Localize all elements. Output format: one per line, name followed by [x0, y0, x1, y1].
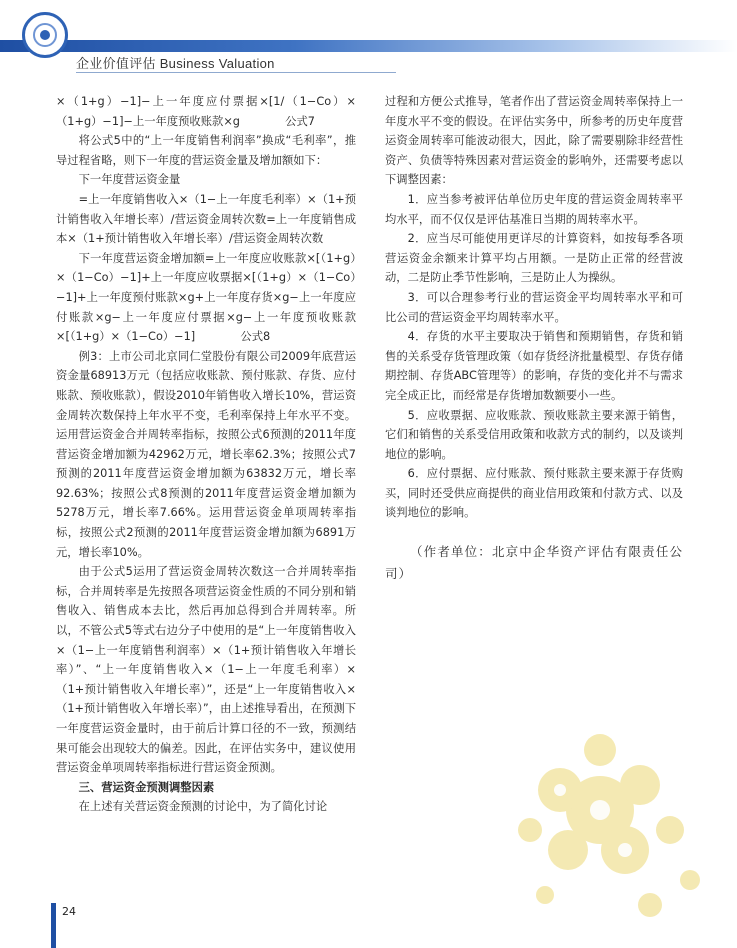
paragraph: 在上述有关营运资金预测的讨论中，为了简化讨论 — [78, 800, 328, 814]
paragraph: 由于公式5运用了营运资金周转次数这一合并周转率指标，合并周转率是先按照各项营运资金性质的不同分别和销售收入、销售成本去比，然后再加总得到合并周转率。所以，不管公式5等式右边分子中使用的是“上一年度销售收入×（1−上一年度销售利润率）×（1+预计销售收入年增长率）”、“上一年度销售收入×（1−上一年度毛利率）×（1+预计销售收入年增长率）”，还是“上一年度销售收入×（1+预计销售收入年增长率）”，由上述推导看出，在预测下一年度营运资金量时，由于前后计算口径的不一致，预测结果可能会出现较大的偏差。因此，在评估实务中，建议使用营运资金单项周转率指标进行营运资金预测。 — [56, 565, 356, 775]
list-item: 5．应收票据、应收账款、预收账款主要来源于销售，它们和销售的关系受信用政策和收款方式的制约，以及谈判地位的影响。 — [385, 408, 683, 461]
paragraph: 过程和方便公式推导，笔者作出了营运资金周转率保持上一年度水平不变的假设。在评估实务中，所参考的历史年度营运资金周转率可能波动很大，因此，除了需要剔除非经营性资产、负债等特殊因素对营运资金的影响外，还需要考虑以下调整因素： — [385, 95, 683, 187]
author-affiliation: （作者单位：北京中企华资产评估有限责任公司） — [385, 544, 683, 582]
list-item: 4．存货的水平主要取决于销售和预期销售，存货和销售的关系受存货管理政策（如存货经济批量模型、存货存储期控制、存货ABC管理等）的影响，存货的变化并不与需求完全成正比，而经常是存货增加数额要小一些。 — [385, 330, 683, 402]
header-rule — [76, 72, 396, 73]
paragraph: 下一年度营运资金量 — [78, 173, 181, 187]
paragraph: 将公式5中的“上一年度销售利润率”换成“毛利率”，推导过程省略，则下一年度的营运资金量及增加额如下： — [56, 134, 356, 167]
section-heading: 三、营运资金预测调整因素 — [78, 780, 215, 794]
formula-7-text: ×（1+g）−1]−上一年度应付票据×[1/（1−Co）×（1+g）−1]−上一年度预收账款×g 公式7 — [56, 95, 356, 128]
page-number-bar — [51, 903, 56, 948]
list-item: 6．应付票据、应付账款、预付账款主要来源于存货购买，同时还受供应商提供的商业信用政策和付款方式、以及谈判地位的影响。 — [385, 467, 683, 520]
logo-ring — [33, 23, 57, 47]
list-item: 3．可以合理参考行业的营运资金平均周转率水平和可比公司的营运资金平均周转率水平。 — [385, 290, 683, 324]
header-gradient-bar — [0, 40, 737, 52]
list-item: 2．应当尽可能使用更详尽的计算资料，如按每季各项营运资金余额来计算平均占用额。一是防止正常的经营波动，二是防止季节性影响，三是防止人为操纵。 — [385, 232, 683, 285]
page-number: 24 — [62, 905, 76, 918]
section-title: 企业价值评估 Business Valuation — [76, 56, 275, 71]
example-3-paragraph: 例3：上市公司北京同仁堂股份有限公司2009年底营运资金量68913万元（包括应收账款、预付账款、存货、应付账款、预收账款），假设2010年销售收入增长10%，营运资金周转次数保持上年水平不变，毛利率保持上年水平不变。运用营运资金合并周转率指标，按照公式6预测的2011年度营运资金增加额为42962万元，增长率62.3%；按照公式7预测的2011年度营运资金增加额为63832万元，增长率92.63%；按照公式8预测的2011年度营运资金增加额为5278万元，增长率7.66%。运用营运资金单项周转率指标，按照公式2预测的2011年度营运资金增加额为6891万元，增长率10%。 — [56, 349, 356, 559]
decorative-flower-icon — [450, 690, 730, 940]
right-column — [385, 92, 683, 585]
logo-center — [40, 30, 50, 40]
list-item: 1．应当参考被评估单位历史年度的营运资金周转率平均水平，而不仅仅是评估基准日当期的周转率水平。 — [385, 192, 683, 226]
journal-logo-icon — [22, 12, 68, 58]
formula-8-text: 下一年度营运资金增加额=上一年度应收账款×[（1+g）×（1−Co）−1]+上一年度应收票据×[（1+g）×（1−Co）−1]+上一年度预付账款×g+上一年度存货×g−上一年度应付账款×g−上一年度应付票据×g−上一年度预收账款×[（1+g）×（1−Co）−1] 公式8 — [56, 251, 356, 344]
left-column — [56, 92, 356, 817]
paragraph: =上一年度销售收入×（1−上一年度毛利率）×（1+预计销售收入年增长率）/营运资金周转次数=上一年度销售成本×（1+预计销售收入年增长率）/营运资金周转次数 — [56, 192, 356, 246]
